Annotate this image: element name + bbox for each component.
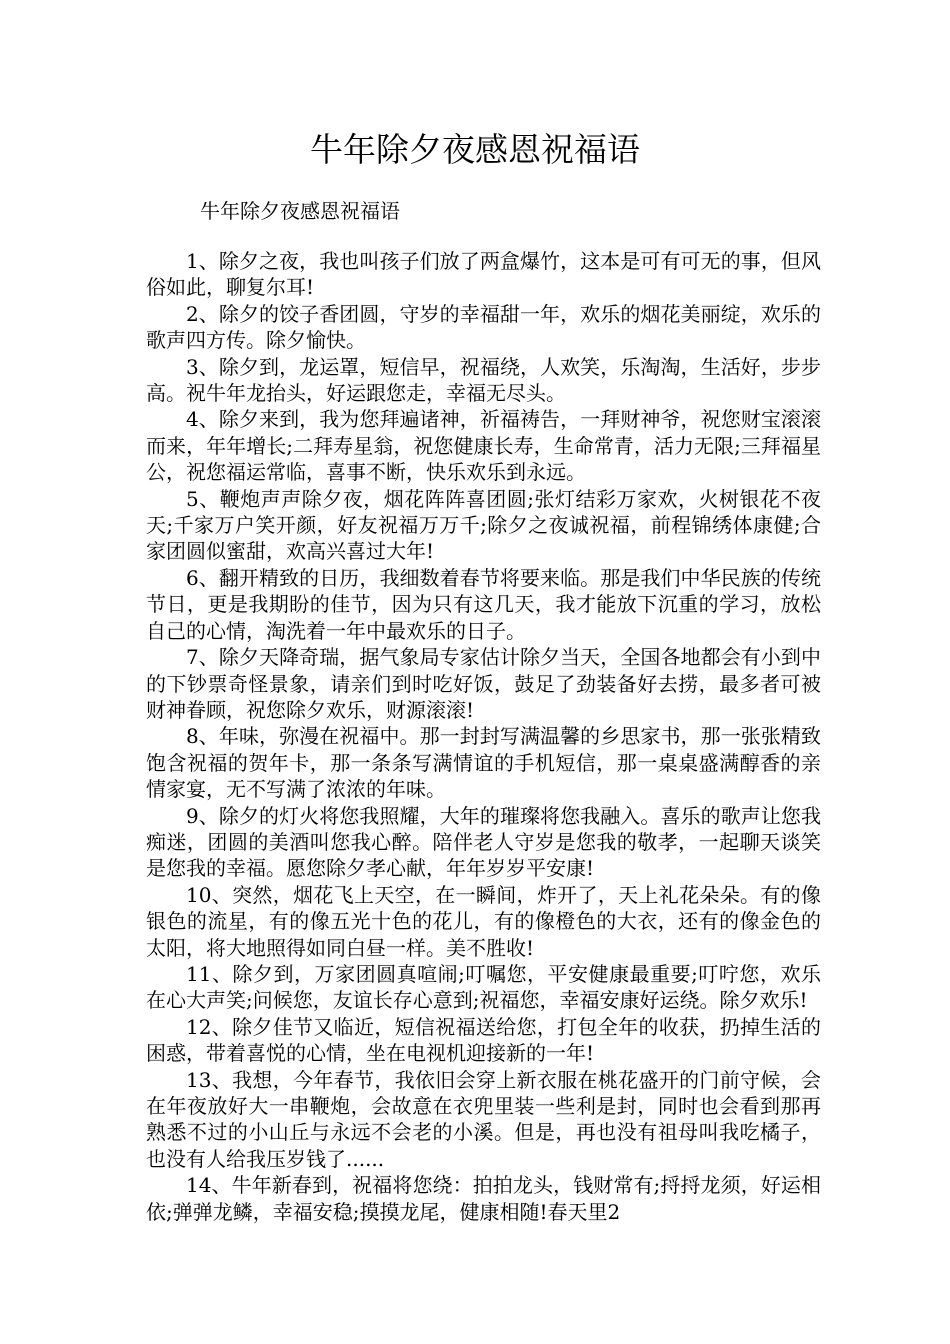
paragraph-14: 14、牛年新春到，祝福将您绕：拍拍龙头，钱财常有;捋捋龙须，好运相依;弹弹龙鳞，幸福安稳;摸摸龙尾，健康相随!春天里2 (146, 1173, 821, 1224)
document-body (146, 248, 821, 1225)
paragraph-12: 12、除夕佳节又临近，短信祝福送给您，打包全年的收获，扔掉生活的困惑，带着喜悦的心情，坐在电视机迎接新的一年! (146, 1014, 821, 1066)
paragraph-7: 7、除夕天降奇瑞，据气象局专家估计除夕当天，全国各地都会有小到中的下钞票奇怪景象，请亲们到时吃好饭，鼓足了劲装备好去捞，最多者可被财神眷顾，祝您除夕欢乐，财源滚滚! (146, 645, 821, 722)
paragraph-5: 5、鞭炮声声除夕夜，烟花阵阵喜团圆;张灯结彩万家欢，火树银花不夜天;千家万户笑开颜，好友祝福万万千;除夕之夜诚祝福，前程锦绣体康健;合家团圆似蜜甜，欢高兴喜过大年! (146, 486, 821, 564)
paragraph-10: 10、突然，烟花飞上天空，在一瞬间，炸开了，天上礼花朵朵。有的像银色的流星，有的像五光十色的花儿，有的像橙色的大衣，还有的像金色的太阳，将大地照得如同白昼一样。美不胜收! (146, 882, 821, 960)
paragraph-11: 11、除夕到，万家团圆真喧闹;叮嘱您，平安健康最重要;叮咛您，欢乐在心大声笑;问候您，友谊长存心意到;祝福您，幸福安康好运绕。除夕欢乐! (146, 961, 821, 1013)
paragraph-2: 2、除夕的饺子香团圆，守岁的幸福甜一年，欢乐的烟花美丽绽，欢乐的歌声四方传。除夕愉快。 (146, 301, 821, 353)
document-title: 牛年除夕夜感恩祝福语 (310, 130, 640, 169)
paragraph-1: 1、除夕之夜，我也叫孩子们放了两盒爆竹，这本是可有可无的事，但风俗如此，聊复尔耳! (146, 249, 821, 300)
paragraph-9: 9、除夕的灯火将您我照耀，大年的璀璨将您我融入。喜乐的歌声让您我痴迷，团圆的美酒叫您我心醉。陪伴老人守岁是您我的敬孝，一起聊天谈笑是您我的幸福。愿您除夕孝心献，年年岁岁平安康! (146, 803, 821, 881)
paragraph-3: 3、除夕到，龙运罩，短信早，祝福绕，人欢笑，乐淘淘，生活好，步步高。祝牛年龙抬头，好运跟您走，幸福无尽头。 (146, 354, 821, 406)
paragraph-6: 6、翻开精致的日历，我细数着春节将要来临。那是我们中华民族的传统节日，更是我期盼的佳节，因为只有这几天，我才能放下沉重的学习，放松自己的心情，淘洗着一年中最欢乐的日子。 (146, 565, 821, 643)
paragraph-4: 4、除夕来到，我为您拜遍诸神，祈福祷告，一拜财神爷，祝您财宝滚滚而来，年年增长;二拜寿星翁，祝您健康长寿，生命常青，活力无限;三拜福星公，祝您福运常临，喜事不断，快乐欢乐到永远。 (146, 407, 821, 485)
paragraph-8: 8、年味，弥漫在祝福中。那一封封写满温馨的乡思家书，那一张张精致饱含祝福的贺年卡，那一条条写满情谊的手机短信，那一桌桌盛满醇香的亲情家宴，无不写满了浓浓的年味。 (146, 724, 821, 802)
paragraph-13: 13、我想，今年春节，我依旧会穿上新衣服在桃花盛开的门前守候，会在年夜放好大一串鞭炮，会故意在衣兜里装一些利是封，同时也会看到那再熟悉不过的小山丘与永远不会老的小溪。但是，再也没有祖母叫我吃橘子，也没有人给我压岁钱了...... (146, 1067, 821, 1171)
document-subtitle: 牛年除夕夜感恩祝福语 (200, 199, 400, 223)
